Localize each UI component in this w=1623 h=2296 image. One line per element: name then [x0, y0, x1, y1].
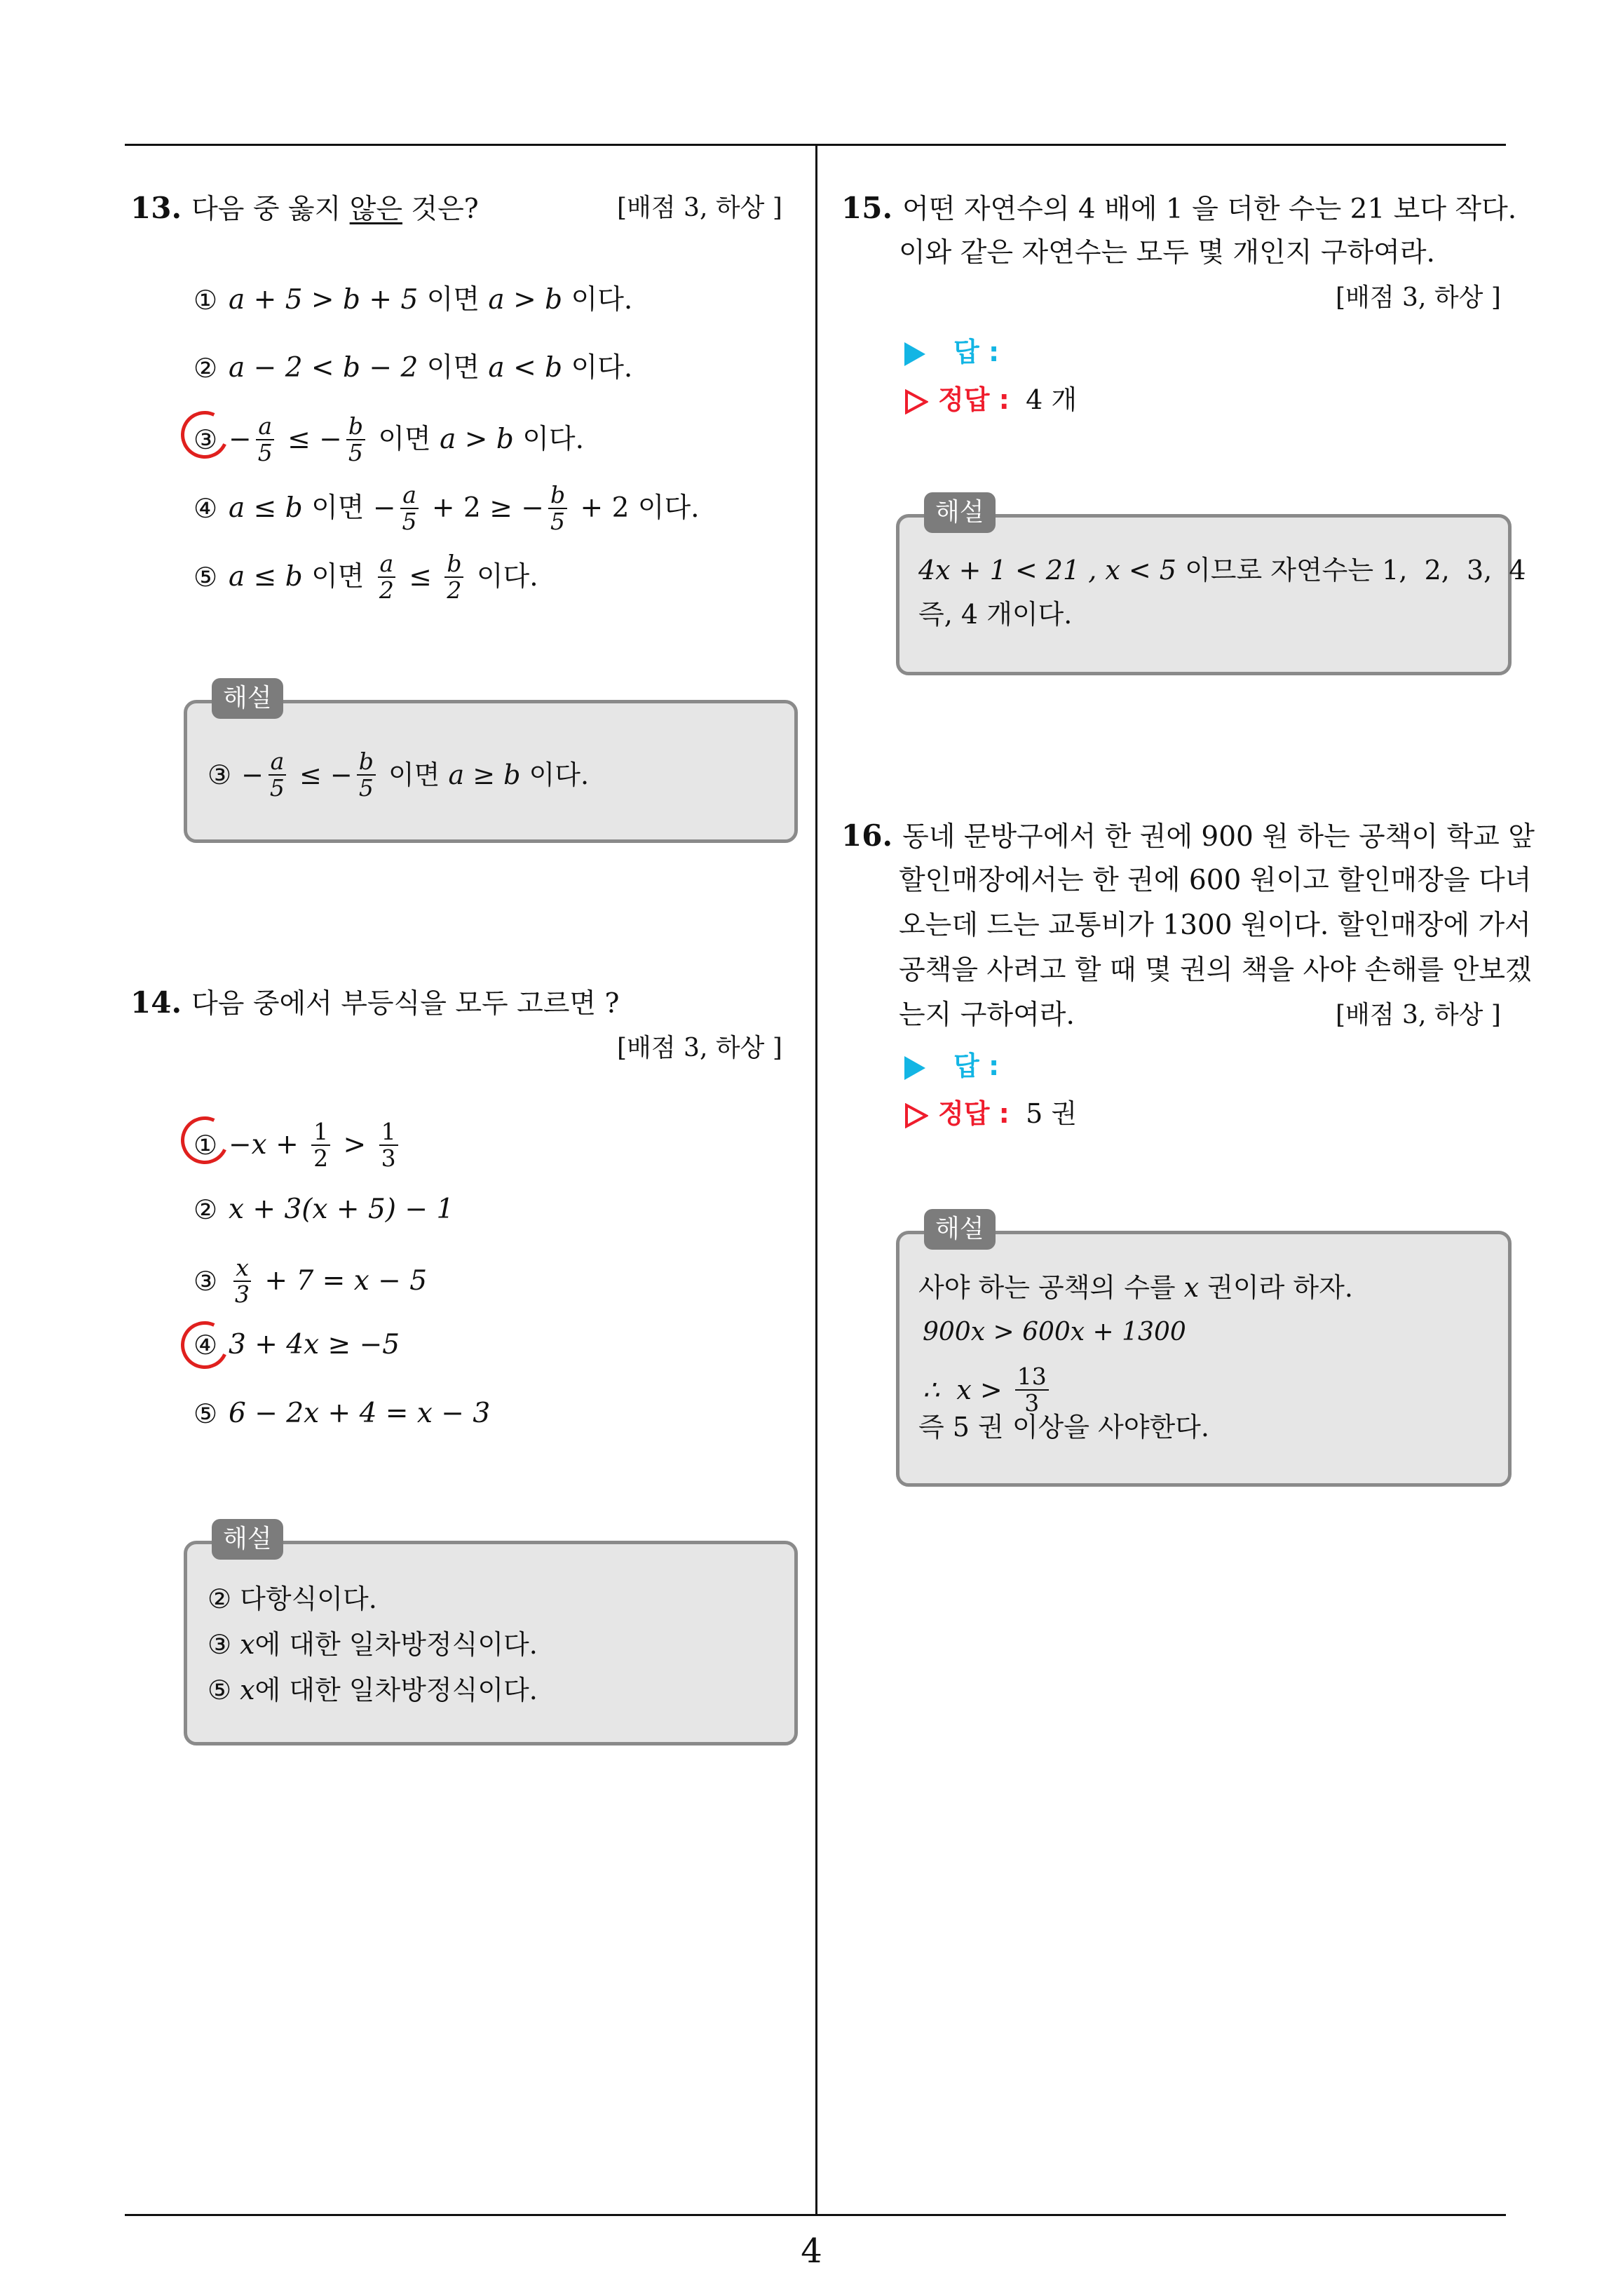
q13-option-1[interactable]	[193, 279, 632, 321]
fraction: $\frac{1}{2}$	[311, 1119, 330, 1171]
q15-line-2: 이와 같은 자연수는 모두 몇 개인지 구하여라.	[899, 237, 1435, 269]
fraction: $\frac{x}{3}$	[235, 1254, 250, 1308]
fraction: $\frac{b}{5}$	[357, 749, 376, 801]
q13-option-2[interactable]	[193, 347, 632, 389]
option-marker: ④	[193, 1330, 218, 1360]
fraction: $\frac{a}{2}$	[377, 551, 396, 603]
option-math: a > b	[440, 424, 514, 455]
option-text: 이면	[418, 284, 489, 316]
option-marker: ④	[193, 493, 218, 524]
column-divider	[815, 144, 817, 2215]
q15-explanation-line-1	[918, 549, 1526, 591]
fraction: $\frac{a}{5}$	[268, 749, 287, 801]
q14-option-5[interactable]	[193, 1393, 490, 1435]
option-math: + 2 ≥ −	[423, 492, 544, 524]
q15-correct-row	[904, 379, 1077, 421]
q14-option-2[interactable]	[193, 1189, 454, 1231]
q14-score: [배점 3, 하상 ]	[617, 1034, 782, 1062]
option-text: 이다.	[562, 352, 633, 384]
option-marker: ⑤	[193, 1398, 218, 1429]
bottom-rule	[125, 2214, 1506, 2216]
explanation-math: x	[240, 1629, 255, 1660]
q14-explanation-line-3	[208, 1669, 538, 1711]
explanation-text: 이면	[379, 759, 449, 790]
option-math: ≤	[400, 561, 441, 593]
option-math: x + 3(x + 5) − 1	[229, 1194, 454, 1225]
option-math: >	[334, 1129, 375, 1161]
option-text: 이면	[418, 352, 489, 384]
option-marker: ①	[193, 285, 218, 316]
correct-label: 정답 :	[938, 1098, 1010, 1129]
q16-explanation-line-4: 즉 5 권 이상을 사야한다.	[918, 1412, 1209, 1443]
option-math: −	[229, 424, 252, 455]
option-math: a ≤ b	[229, 561, 303, 593]
q14-option-4[interactable]	[193, 1324, 400, 1366]
q13-score: [배점 3, 하상 ]	[617, 194, 782, 222]
q14-explanation-tag: 해설	[212, 1519, 283, 1560]
q16-heading	[841, 813, 1535, 860]
fraction: $\frac{13}{3}$	[1015, 1364, 1049, 1416]
correct-value: 4 개	[1026, 384, 1078, 415]
q13-explanation-line	[208, 749, 589, 801]
explanation-math: 4x + 1 < 21 , x < 5	[918, 555, 1176, 586]
q13-text-post: 것은?	[402, 194, 479, 225]
q15-heading	[841, 186, 1516, 232]
explanation-text: 사야 하는 공책의 수를	[918, 1272, 1184, 1303]
option-marker: ③	[193, 1266, 218, 1297]
option-math: 3 + 4x ≥ −5	[229, 1329, 400, 1360]
correct-arrow-icon	[904, 1103, 928, 1128]
option-math: −x +	[229, 1129, 308, 1161]
q13-text-underlined: 않은	[349, 194, 402, 225]
page-number: 4	[801, 2231, 822, 2271]
option-text: 이다.	[513, 424, 584, 455]
q16-line-3: 오는데 드는 교통비가 1300 원이다. 할인매장에 가서	[899, 910, 1531, 941]
answer-arrow-icon	[904, 342, 925, 366]
option-text: 이다.	[468, 561, 538, 593]
explanation-text: 이다.	[520, 759, 590, 790]
q16-score: [배점 3, 하상 ]	[1336, 1001, 1501, 1029]
explanation-math: −	[241, 759, 264, 790]
q16-line-4: 공책을 사려고 할 때 몇 권의 책을 사야 손해를 안보겠	[899, 954, 1532, 986]
answer-arrow-icon	[904, 1056, 925, 1080]
option-marker: ③	[208, 1629, 232, 1660]
q14-heading	[130, 980, 619, 1027]
fraction: $\frac{a}{5}$	[400, 482, 419, 534]
option-text: 이면 −	[302, 492, 396, 524]
fraction: $\frac{b}{5}$	[346, 414, 365, 466]
option-marker: ⑤	[208, 1675, 232, 1706]
q13-option-3[interactable]	[193, 414, 584, 466]
fraction: $\frac{1}{3}$	[379, 1119, 398, 1171]
answer-label: 답 :	[953, 1051, 1000, 1081]
explanation-math: a ≥ b	[448, 759, 521, 790]
fraction: $\frac{a}{5}$	[256, 414, 275, 466]
q14-number: 14.	[130, 985, 182, 1020]
option-math: a ≤ b	[229, 492, 303, 524]
correct-value: 5 권	[1026, 1098, 1078, 1129]
explanation-text: 이므로 자연수는 1, 2, 3, 4	[1176, 555, 1526, 586]
q16-line-1: 동네 문방구에서 한 권에 900 원 하는 공책이 학교 앞	[902, 821, 1535, 853]
q15-explanation-tag: 해설	[924, 492, 996, 533]
explanation-text: 에 대한 일차방정식이다.	[254, 1629, 538, 1660]
explanation-text: 에 대한 일차방정식이다.	[254, 1675, 538, 1706]
q15-score: [배점 3, 하상 ]	[1336, 283, 1501, 312]
option-marker: ③	[208, 759, 232, 790]
q14-option-3[interactable]	[193, 1255, 427, 1307]
answer-label: 답 :	[953, 337, 1000, 367]
q13-text-pre: 다음 중 옳지	[191, 194, 350, 225]
option-text: + 2 이다.	[571, 492, 700, 524]
q16-line-2: 할인매장에서는 한 권에 600 원이고 할인매장을 다녀	[899, 865, 1532, 896]
q16-line-5: 는지 구하여라.	[899, 999, 1075, 1031]
q14-explanation-line-1	[208, 1578, 377, 1620]
fraction: $\frac{b}{5}$	[548, 482, 567, 534]
option-text: 이면	[369, 424, 440, 455]
option-text: 이면	[302, 561, 373, 593]
explanation-math: x	[240, 1675, 255, 1706]
q15-line-1: 어떤 자연수의 4 배에 1 을 더한 수는 21 보다 작다.	[902, 194, 1517, 225]
q13-heading	[130, 186, 479, 232]
option-math: a + 5 > b + 5	[229, 284, 419, 316]
option-math: + 7 = x − 5	[256, 1265, 428, 1297]
q13-explanation-tag: 해설	[212, 678, 283, 719]
option-math: a > b	[488, 284, 563, 316]
q16-explanation-line-1	[918, 1267, 1353, 1309]
option-math: ≤ −	[278, 424, 342, 455]
q13-option-5[interactable]	[193, 551, 538, 603]
q16-explanation-line-2: 900x > 600x + 1300	[923, 1318, 1186, 1346]
option-marker: ①	[193, 1130, 218, 1161]
option-math: a < b	[488, 352, 563, 384]
option-marker: ②	[193, 353, 218, 384]
explanation-math: ≤ −	[290, 759, 353, 790]
q15-number: 15.	[841, 191, 893, 225]
q14-text: 다음 중에서 부등식을 모두 고르면 ?	[191, 988, 620, 1020]
q15-explanation-line-2: 즉, 4 개이다.	[918, 599, 1073, 630]
q14-explanation-line-2	[208, 1623, 538, 1666]
explanation-math: x	[1183, 1272, 1200, 1303]
q13-option-4[interactable]	[193, 482, 700, 534]
explanation-text: 권이라 하자.	[1199, 1272, 1353, 1303]
q16-answer-row[interactable]	[904, 1045, 999, 1087]
correct-arrow-icon	[904, 389, 928, 414]
option-math: 6 − 2x + 4 = x − 3	[229, 1398, 491, 1429]
correct-label: 정답 :	[938, 384, 1010, 415]
q16-correct-row	[904, 1093, 1077, 1135]
explanation-text: 다항식이다.	[231, 1583, 377, 1614]
option-marker: ③	[193, 424, 218, 455]
option-text: 이다.	[562, 284, 633, 316]
option-marker: ②	[193, 1194, 218, 1225]
explanation-math: ∴ x >	[923, 1375, 1011, 1405]
option-math: a − 2 < b − 2	[229, 352, 419, 384]
q16-number: 16.	[841, 818, 893, 853]
q14-option-1[interactable]	[193, 1119, 402, 1171]
fraction: $\frac{b}{2}$	[444, 551, 463, 603]
q15-answer-row[interactable]	[904, 331, 999, 373]
q13-number: 13.	[130, 191, 182, 225]
option-marker: ②	[208, 1583, 232, 1614]
option-marker: ⑤	[193, 562, 218, 593]
q16-explanation-tag: 해설	[924, 1209, 996, 1250]
